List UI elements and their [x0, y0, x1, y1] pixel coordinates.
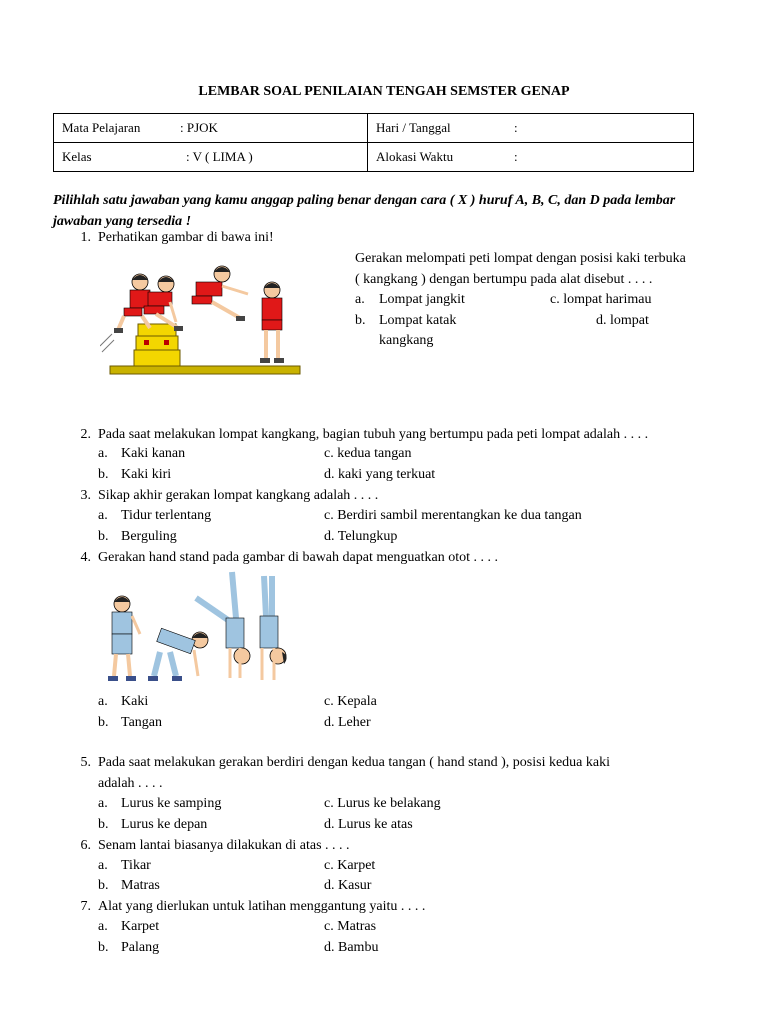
q5-option-b-letter: b.	[98, 817, 109, 832]
q6-option-a-letter: a.	[98, 858, 108, 873]
q6-number: 6.	[80, 838, 91, 853]
q5-option-c: c. Lurus ke belakang	[324, 796, 441, 811]
q7-option-a: Karpet	[121, 919, 160, 934]
q1-number: 1.	[80, 230, 91, 245]
q4-option-b: Tangan	[121, 715, 163, 730]
q5-option-b: Lurus ke depan	[121, 817, 208, 832]
q4-option-b-letter: b.	[98, 715, 109, 730]
q5-text-line1: Pada saat melakukan gerakan berdiri dengan kedua tangan ( hand stand ), posisi kedua kaki	[98, 755, 610, 770]
q6-option-d: d. Kasur	[324, 878, 372, 893]
q1-option-d-cont: kangkang	[379, 333, 434, 348]
date-value: :	[514, 120, 518, 135]
handstand-figure-2	[148, 628, 208, 681]
q1-intro: Perhatikan gambar di bawa ini!	[98, 230, 274, 245]
time-value: :	[514, 149, 518, 164]
q5-option-a-letter: a.	[98, 796, 108, 811]
q5-option-a: Lurus ke samping	[121, 796, 222, 811]
q1-text-line2: ( kangkang ) dengan bertumpu pada alat disebut . . . .	[355, 272, 653, 287]
q1-option-b: Lompat katak	[379, 313, 457, 328]
q3-option-b: Berguling	[121, 529, 177, 544]
q3-option-d: d. Telungkup	[324, 529, 398, 544]
q4-option-a: Kaki	[121, 694, 149, 709]
handstand-figure-4	[260, 576, 287, 680]
q1-text-line1: Gerakan melompati peti lompat dengan posisi kaki terbuka	[355, 251, 686, 266]
q4-option-d: d. Leher	[324, 715, 371, 730]
class-label: Kelas	[62, 149, 92, 164]
q1-option-c: c. lompat harimau	[550, 292, 652, 307]
subject-value: : PJOK	[180, 120, 218, 135]
q2-option-b: Kaki kiri	[121, 467, 172, 482]
q1-option-d: d. lompat	[596, 313, 649, 328]
date-cell	[368, 114, 694, 143]
q3-text: Sikap akhir gerakan lompat kangkang adalah . . . .	[98, 488, 379, 503]
q2-number: 2.	[80, 427, 91, 442]
time-cell	[368, 143, 694, 172]
subject-cell	[54, 114, 368, 143]
date-label: Hari / Tanggal	[376, 120, 451, 135]
q4-text: Gerakan hand stand pada gambar di bawah dapat menguatkan otot . . . .	[98, 550, 499, 565]
q2-option-a: Kaki kanan	[121, 446, 186, 461]
q7-option-a-letter: a.	[98, 919, 108, 934]
instruction: Pilihlah satu jawaban yang kamu anggap paling benar dengan cara ( X ) huruf A, B, C, dan D pada lembar jawaban yang tersedia !	[53, 193, 676, 229]
q7-text: Alat yang dierlukan untuk latihan menggantung yaitu . . . .	[98, 899, 426, 914]
q6-option-c: c. Karpet	[324, 858, 376, 873]
q1-option-b-letter: b.	[355, 313, 366, 328]
q4-number: 4.	[80, 550, 91, 565]
vault-jump-illustration	[100, 262, 302, 380]
figure-3	[192, 266, 248, 321]
figure-4	[260, 282, 284, 363]
q7-option-b: Palang	[121, 940, 160, 955]
q7-option-d: d. Bambu	[324, 940, 379, 955]
q1-option-a: Lompat jangkit	[379, 292, 465, 307]
handstand-figure-3	[196, 572, 250, 678]
time-label: Alokasi Waktu	[376, 149, 454, 164]
class-cell	[54, 143, 368, 172]
q3-option-a-letter: a.	[98, 508, 108, 523]
q3-option-b-letter: b.	[98, 529, 109, 544]
page-title: LEMBAR SOAL PENILAIAN TENGAH SEMSTER GENAP	[198, 84, 570, 99]
q5-number: 5.	[80, 755, 91, 770]
q4-option-c: c. Kepala	[324, 694, 377, 709]
q6-option-b-letter: b.	[98, 878, 109, 893]
q2-option-b-letter: b.	[98, 467, 109, 482]
class-value: : V ( LIMA )	[186, 149, 253, 164]
q3-option-c: c. Berdiri sambil merentangkan ke dua tangan	[324, 508, 582, 523]
q6-option-a: Tikar	[121, 858, 151, 873]
handstand-illustration	[100, 568, 320, 688]
q6-option-b: Matras	[121, 878, 160, 893]
q3-option-a: Tidur terlentang	[121, 508, 212, 523]
q2-option-c: c. kedua tangan	[324, 446, 412, 461]
q1-option-a-letter: a.	[355, 292, 365, 307]
figure-2	[144, 276, 183, 331]
vault-box	[134, 324, 180, 366]
subject-label: Mata Pelajaran	[62, 120, 141, 135]
q7-option-b-letter: b.	[98, 940, 109, 955]
handstand-figure-1	[108, 596, 140, 681]
q7-number: 7.	[80, 899, 91, 914]
q2-option-d: d. kaki yang terkuat	[324, 467, 436, 482]
info-table	[53, 113, 694, 172]
q7-option-c: c. Matras	[324, 919, 377, 934]
q5-option-d: d. Lurus ke atas	[324, 817, 413, 832]
q2-option-a-letter: a.	[98, 446, 108, 461]
q3-number: 3.	[80, 488, 91, 503]
q2-text: Pada saat melakukan lompat kangkang, bagian tubuh yang bertumpu pada peti lompat adalah . . . .	[98, 427, 649, 442]
q4-option-a-letter: a.	[98, 694, 108, 709]
q5-text-line2: adalah . . . .	[98, 776, 163, 791]
q6-text: Senam lantai biasanya dilakukan di atas . . . .	[98, 838, 350, 853]
